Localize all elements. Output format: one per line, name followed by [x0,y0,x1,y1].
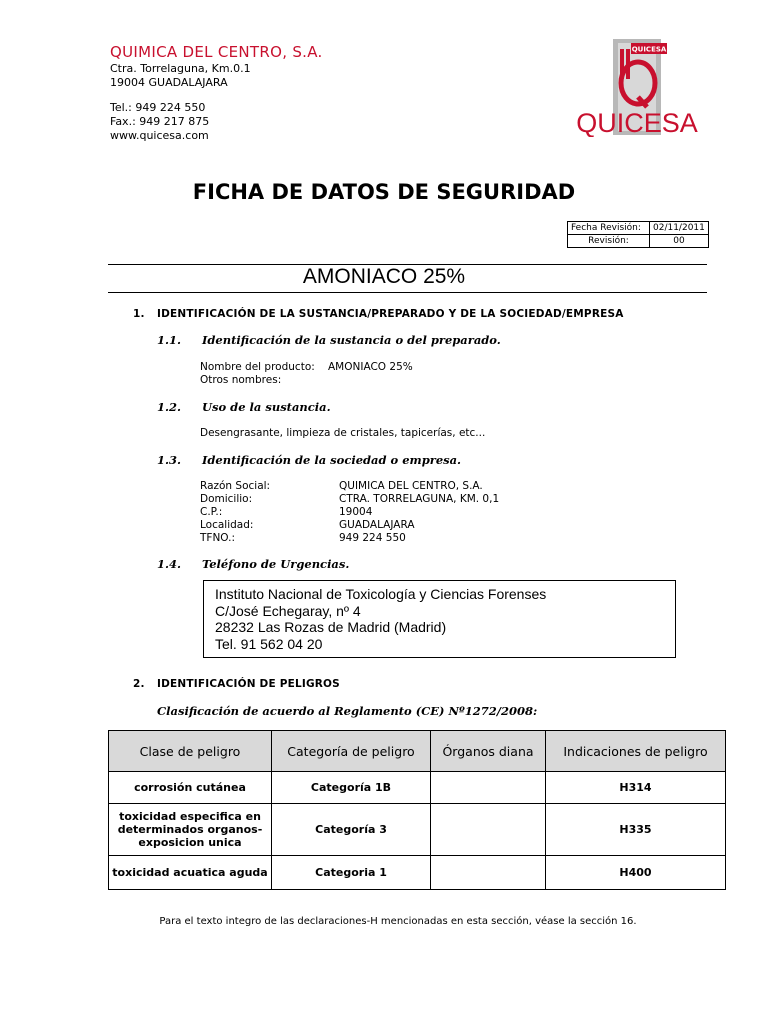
hazard-class: toxicidad especifica en determinados organos-exposicion unica [109,804,272,856]
column-header: Categoría de peligro [272,731,431,772]
company-field-value: CTRA. TORRELAGUNA, KM. 0,1 [339,493,500,505]
classification-title: Clasificación de acuerdo al Reglamento (CE) Nº1272/2008: [157,704,538,718]
section-2-title: IDENTIFICACIÓN DE PELIGROS [157,678,340,690]
hazard-table [108,730,726,890]
quicesa-logo [567,37,707,137]
table-row [109,804,726,856]
company-field-value: QUIMICA DEL CENTRO, S.A. [339,480,483,492]
logo-badge-text: QUICESA [631,45,667,54]
revision-table [567,221,709,248]
revision-number-label: Revisión: [568,235,650,248]
table-row [109,856,726,890]
hazard-category: Categoría 3 [272,804,431,856]
subsection-1-2-title: Uso de la sustancia. [202,400,331,414]
hazard-category: Categoria 1 [272,856,431,890]
subsection-1-1-heading [157,333,501,347]
subsection-1-3-title: Identificación de la sociedad o empresa. [202,453,462,467]
emergency-line: C/José Echegaray, nº 4 [215,602,361,619]
product-name-value: AMONIACO 25% [328,361,413,373]
fax: Fax.: 949 217 875 [110,115,210,128]
target-organs [431,772,546,804]
subsection-1-4-title: Teléfono de Urgencias. [202,557,350,571]
logo-text: QUICESA [576,108,698,137]
company-name: QUIMICA DEL CENTRO, S.A. [110,43,323,61]
address-line-2: 19004 GUADALAJARA [110,76,228,89]
emergency-line: 28232 Las Rozas de Madrid (Madrid) [215,619,447,635]
company-field-label: TFNO.: [200,532,236,544]
hazard-class: corrosión cutánea [109,772,272,804]
company-field-value: GUADALAJARA [339,519,415,531]
subsection-1-1-title: Identificación de la sustancia o del preparado. [202,333,501,347]
hazard-table-header [109,731,726,772]
telephone: Tel.: 949 224 550 [110,101,206,114]
column-header: Órganos diana [431,731,546,772]
subsection-1-1-number: 1.1. [157,333,182,347]
revision-number-value: 00 [650,235,709,248]
hazard-class: toxicidad acuatica aguda [109,856,272,890]
section-1-title: IDENTIFICACIÓN DE LA SUSTANCIA/PREPARADO Y DE LA SOCIEDAD/EMPRESA [157,308,624,320]
emergency-contact-box [203,580,676,658]
subsection-1-4-heading [157,557,349,571]
company-field-label: Domicilio: [200,493,253,505]
document-title: FICHA DE DATOS DE SEGURIDAD [192,180,576,204]
hazard-category: Categoría 1B [272,772,431,804]
website: www.quicesa.com [110,129,209,142]
emergency-line: Instituto Nacional de Toxicología y Ciencias Forenses [215,586,547,602]
revision-date-value: 02/11/2011 [650,222,709,235]
company-field-value: 949 224 550 [339,532,406,544]
target-organs [431,856,546,890]
target-organs [431,804,546,856]
subsection-1-2-heading [157,400,331,414]
subsection-1-4-number: 1.4. [157,557,182,571]
subsection-1-3-heading [157,453,461,467]
column-header: Clase de peligro [109,731,272,772]
hazard-statement: H400 [546,856,726,890]
emergency-phone: Tel. 91 562 04 20 [215,635,323,652]
company-field-value: 19004 [339,506,373,518]
company-field-label: C.P.: [200,506,223,518]
subsection-1-3-number: 1.3. [157,453,182,467]
column-header: Indicaciones de peligro [546,731,726,772]
hazard-statement: H335 [546,804,726,856]
substance-use-text: Desengrasante, limpieza de cristales, tapicerías, etc... [200,427,486,439]
revision-date-label: Fecha Revisión: [568,222,650,235]
section-1-number: 1. [133,308,145,320]
address-line-1: Ctra. Torrelaguna, Km.0.1 [110,62,251,75]
company-field-label: Localidad: [200,519,254,531]
company-field-label: Razón Social: [200,480,271,492]
subsection-1-2-number: 1.2. [157,400,182,414]
hazard-statement: H314 [546,772,726,804]
footnote: Para el texto integro de las declaraciones-H mencionadas en esta sección, véase la sección 16. [159,916,637,927]
product-name-label: Nombre del producto: [200,361,315,373]
other-names-label: Otros nombres: [200,374,282,386]
divider-bottom [108,292,707,293]
section-2-number: 2. [133,678,145,690]
section-2-heading [133,678,340,690]
product-name: AMONIACO 25% [302,265,466,288]
section-1-heading [133,308,624,320]
table-row [109,772,726,804]
